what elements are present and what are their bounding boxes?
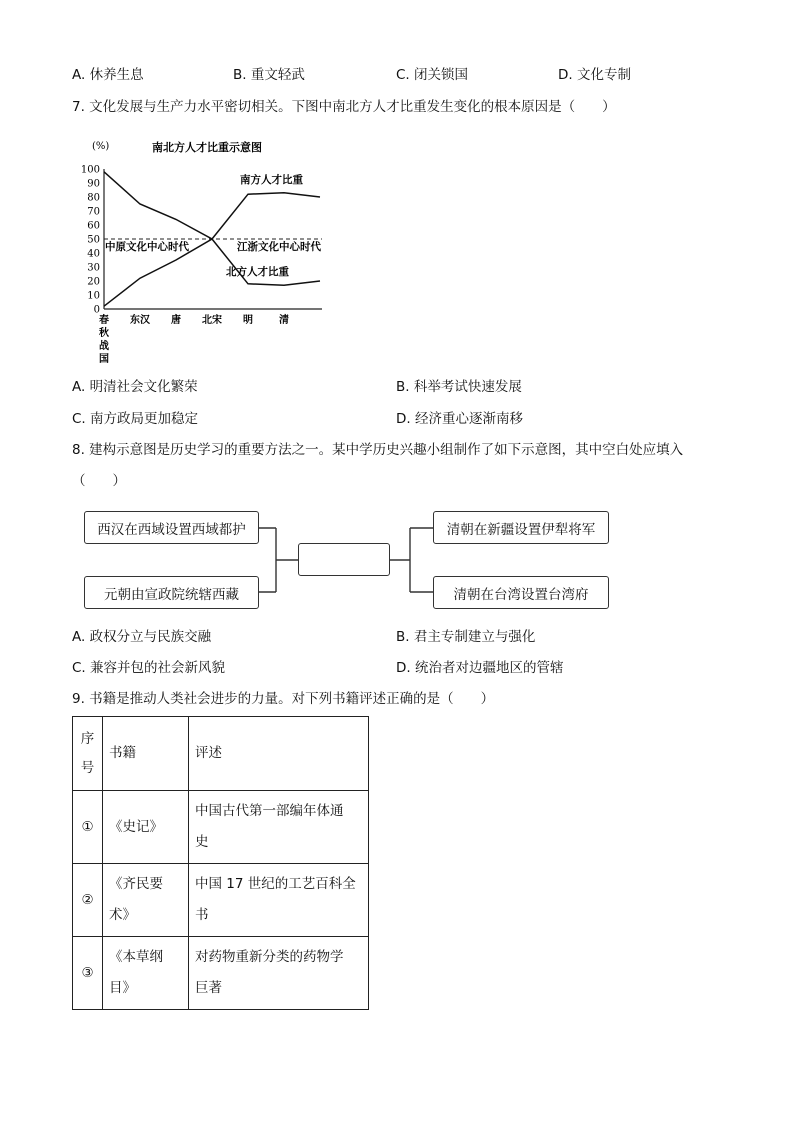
label-central-era: 中原文化中心时代 xyxy=(105,241,189,253)
y-tick-label: 0 xyxy=(93,304,100,316)
q6-option-d: D. 文化专制 xyxy=(558,67,631,83)
row-review: 中国 17 世纪的工艺百科全 书 xyxy=(189,864,369,937)
x-tick-label: 春 xyxy=(99,315,109,326)
q8-option-a: A. 政权分立与民族交融 xyxy=(72,629,212,645)
row-book: 《史记》 xyxy=(103,791,189,864)
y-tick-label: 70 xyxy=(87,206,100,218)
y-tick-label: 100 xyxy=(80,164,100,176)
q8-option-c: C. 兼容并包的社会新风貌 xyxy=(72,660,226,676)
table-row xyxy=(73,937,369,1010)
q7-option-b: B. 科举考试快速发展 xyxy=(396,379,522,395)
books-table xyxy=(72,716,369,1010)
x-tick-label: 战 xyxy=(99,341,109,352)
y-tick-label: 80 xyxy=(87,192,100,204)
label-north: 北方人才比重 xyxy=(226,266,289,278)
q8-option-b: B. 君主专制建立与强化 xyxy=(396,629,536,645)
y-tick-label: 10 xyxy=(87,290,100,302)
header-review: 评述 xyxy=(189,717,369,791)
x-tick-label: 东汉 xyxy=(130,315,150,326)
y-tick-label: 30 xyxy=(87,262,100,274)
y-tick-label: 40 xyxy=(87,248,100,260)
row-review: 中国古代第一部编年体通 史 xyxy=(189,791,369,864)
row-number: ③ xyxy=(73,937,103,1010)
x-tick-label: 国 xyxy=(99,354,109,365)
x-tick-label: 北宋 xyxy=(202,315,222,326)
q7-option-a: A. 明清社会文化繁荣 xyxy=(72,379,198,395)
y-tick-label: 90 xyxy=(87,178,100,190)
table-row xyxy=(73,791,369,864)
row-review: 对药物重新分类的药物学 巨著 xyxy=(189,937,369,1010)
table-row xyxy=(73,864,369,937)
q8-option-d: D. 统治者对边疆地区的管辖 xyxy=(396,660,564,676)
box-western-han-protectorate: 西汉在西域设置西域都护 xyxy=(84,511,259,544)
q7-stem: 7. 文化发展与生产力水平密切相关。下图中南北方人才比重发生变化的根本原因是（ ） xyxy=(72,99,616,115)
q6-option-a: A. 休养生息 xyxy=(72,67,144,83)
label-south: 南方人才比重 xyxy=(240,174,303,186)
box-qing-yili-general: 清朝在新疆设置伊犁将军 xyxy=(433,511,609,544)
q8-stem-line2: （ ） xyxy=(72,473,126,489)
x-tick-label: 唐 xyxy=(171,315,181,326)
box-qing-taiwan-prefecture: 清朝在台湾设置台湾府 xyxy=(433,576,609,609)
table-header-row xyxy=(73,717,369,791)
q6-option-b: B. 重文轻武 xyxy=(233,67,305,83)
x-tick-label: 秋 xyxy=(99,328,109,339)
blank-center-box xyxy=(298,543,390,576)
chart-title: 南北方人才比重示意图 xyxy=(152,141,262,154)
box-yuan-xuanzheng: 元朝由宣政院统辖西藏 xyxy=(84,576,259,609)
q8-stem-line1: 8. 建构示意图是历史学习的重要方法之一。某中学历史兴趣小组制作了如下示意图，其中空白处应填入 xyxy=(72,442,684,458)
q7-option-c: C. 南方政局更加稳定 xyxy=(72,411,199,427)
label-jiangzhe-era: 江浙文化中心时代 xyxy=(237,241,321,253)
header-book: 书籍 xyxy=(103,717,189,791)
q9-stem: 9. 书籍是推动人类社会进步的力量。对下列书籍评述正确的是（ ） xyxy=(72,691,495,707)
y-tick-label: 50 xyxy=(87,234,100,246)
chart-y-unit: (%) xyxy=(92,141,110,152)
q7-option-d: D. 经济重心逐渐南移 xyxy=(396,411,523,427)
y-tick-label: 60 xyxy=(87,220,100,232)
row-number: ② xyxy=(73,864,103,937)
y-tick-label: 20 xyxy=(87,276,100,288)
x-tick-label: 清 xyxy=(279,315,289,326)
q6-option-c: C. 闭关锁国 xyxy=(396,67,469,83)
row-book: 《本草纲 目》 xyxy=(103,937,189,1010)
row-number: ① xyxy=(73,791,103,864)
row-book: 《齐民要 术》 xyxy=(103,864,189,937)
x-tick-label: 明 xyxy=(243,315,253,326)
header-number: 序 号 xyxy=(73,717,103,791)
